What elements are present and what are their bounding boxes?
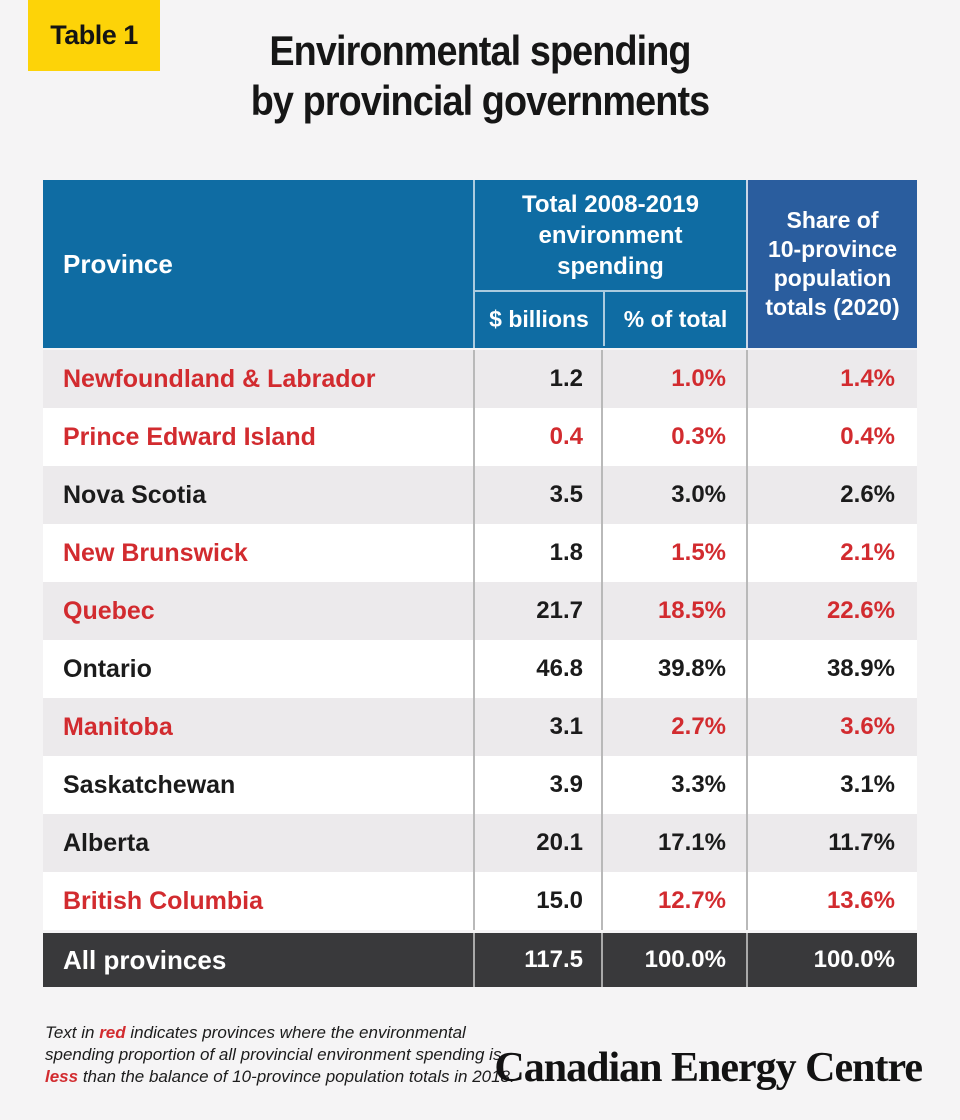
table-row [43,408,917,466]
data-table [43,180,917,987]
header-spending-line1: Total 2008-2019 [522,190,699,218]
header-pct-total: % of total [603,292,746,346]
cell-province: Newfoundland & Labrador [63,364,376,393]
cell-pct: 0.3% [601,408,746,466]
footnote [45,1022,545,1088]
table-row [43,756,917,814]
cell-province: Manitoba [63,712,173,741]
table-header [43,180,917,348]
cell-share: 11.7% [746,814,917,872]
footnote-line2: spending proportion of all provincial environment spending is [45,1045,502,1064]
cell-total-pct: 100.0% [601,933,746,987]
table-row [43,466,917,524]
cell-share: 3.1% [746,756,917,814]
header-billions: $ billions [489,305,589,332]
cell-billions: 3.1 [473,698,601,756]
cell-province: Nova Scotia [63,480,207,509]
table-number-badge: Table 1 [28,0,160,71]
table-row [43,640,917,698]
cell-share: 0.4% [746,408,917,466]
cell-share: 2.6% [746,466,917,524]
footnote-line3: less than the balance of 10-province population totals in 2018. [45,1067,515,1086]
cell-province: Alberta [63,828,150,857]
cell-billions: 0.4 [473,408,601,466]
header-share-line1: Share of [786,207,879,233]
cell-pct: 17.1% [601,814,746,872]
header-spending-group [473,180,746,348]
cell-total-share: 100.0% [746,933,917,987]
page-title-line1: Environmental spending [269,27,691,74]
cell-total-billions: 117.5 [473,933,601,987]
cell-pct: 1.0% [601,350,746,408]
cell-billions: 1.8 [473,524,601,582]
table-row [43,524,917,582]
cell-pct: 2.7% [601,698,746,756]
cell-share: 3.6% [746,698,917,756]
cell-billions: 21.7 [473,582,601,640]
footnote-less-word: less [45,1067,79,1086]
cell-province: British Columbia [63,886,264,915]
cell-billions: 46.8 [473,640,601,698]
header-spending-group-title [475,180,746,292]
page-title-line2: by provincial governments [250,77,710,124]
footnote-line1: Text in red indicates provinces where the environmental [45,1023,466,1042]
cell-billions: 3.5 [473,466,601,524]
cell-province: New Brunswick [63,538,248,567]
table-row [43,582,917,640]
cell-pct: 39.8% [601,640,746,698]
cell-share: 1.4% [746,350,917,408]
table-row [43,350,917,408]
cell-share: 13.6% [746,872,917,930]
table-row [43,698,917,756]
header-population-share [746,180,917,348]
cell-share: 38.9% [746,640,917,698]
cell-province: Saskatchewan [63,770,236,799]
cell-pct: 12.7% [601,872,746,930]
header-share-line3: population [773,265,892,291]
cell-pct: 18.5% [601,582,746,640]
table-total-row [43,933,917,987]
table-body [43,350,917,930]
cell-pct: 3.0% [601,466,746,524]
header-spending-subrow [475,292,746,346]
cell-province: Ontario [63,654,152,683]
footnote-red-word: red [99,1023,126,1042]
cell-billions: 1.2 [473,350,601,408]
header-share-line4: totals (2020) [765,294,900,320]
table-row [43,872,917,930]
table-row [43,814,917,872]
header-share-line2: 10-province [767,236,898,262]
header-spending-line2: environment spending [538,221,683,280]
cell-pct: 3.3% [601,756,746,814]
header-province: Province [43,180,473,348]
cell-pct: 1.5% [601,524,746,582]
cell-billions: 15.0 [473,872,601,930]
cell-billions: 3.9 [473,756,601,814]
brand-wordmark: Canadian Energy Centre [494,1045,922,1091]
cell-province: Prince Edward Island [63,422,316,451]
cell-share: 22.6% [746,582,917,640]
cell-share: 2.1% [746,524,917,582]
cell-total-label: All provinces [63,944,227,975]
page-title [48,26,912,126]
cell-province: Quebec [63,596,155,625]
cell-billions: 20.1 [473,814,601,872]
